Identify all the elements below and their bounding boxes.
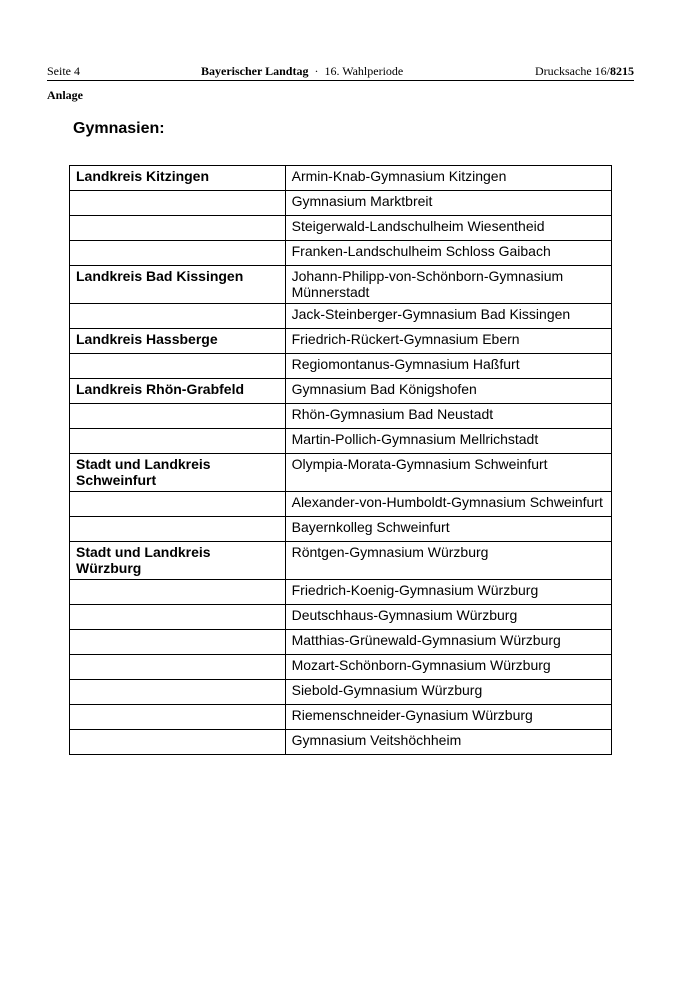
table-row — [70, 166, 612, 191]
district-cell — [70, 655, 286, 680]
table-row — [70, 580, 612, 605]
table-row — [70, 655, 612, 680]
school-cell: Deutschhaus-Gymnasium Würzburg — [285, 605, 611, 630]
table-row — [70, 605, 612, 630]
district-cell — [70, 605, 286, 630]
legislative-period: 16. Wahlperiode — [324, 64, 404, 78]
district-cell — [70, 216, 286, 241]
district-cell — [70, 730, 286, 755]
document-reference — [535, 64, 634, 79]
school-cell: Martin-Pollich-Gymnasium Mellrichstadt — [285, 429, 611, 454]
district-cell — [70, 630, 286, 655]
school-cell: Armin-Knab-Gymnasium Kitzingen — [285, 166, 611, 191]
school-cell: Jack-Steinberger-Gymnasium Bad Kissingen — [285, 304, 611, 329]
district-cell: Stadt und Landkreis Schweinfurt — [70, 454, 286, 492]
school-cell: Gymnasium Veitshöchheim — [285, 730, 611, 755]
table-row — [70, 354, 612, 379]
district-cell — [70, 580, 286, 605]
table-row — [70, 542, 612, 580]
appendix-label: Anlage — [47, 88, 83, 102]
school-cell: Matthias-Grünewald-Gymnasium Würzburg — [285, 630, 611, 655]
table-row — [70, 517, 612, 542]
school-cell: Röntgen-Gymnasium Würzburg — [285, 542, 611, 580]
table-row — [70, 266, 612, 304]
district-cell — [70, 241, 286, 266]
table-row — [70, 492, 612, 517]
table-row — [70, 454, 612, 492]
table-row — [70, 404, 612, 429]
schools-table — [69, 165, 612, 755]
table-row — [70, 191, 612, 216]
district-cell — [70, 404, 286, 429]
district-cell — [70, 517, 286, 542]
district-cell — [70, 492, 286, 517]
district-cell — [70, 705, 286, 730]
school-cell: Friedrich-Koenig-Gymnasium Würzburg — [285, 580, 611, 605]
page-number: Seite 4 — [47, 64, 80, 78]
school-cell: Bayernkolleg Schweinfurt — [285, 517, 611, 542]
district-cell: Landkreis Hassberge — [70, 329, 286, 354]
school-cell: Franken-Landschulheim Schloss Gaibach — [285, 241, 611, 266]
district-cell — [70, 304, 286, 329]
school-cell: Riemenschneider-Gynasium Würzburg — [285, 705, 611, 730]
school-cell: Gymnasium Bad Königshofen — [285, 379, 611, 404]
school-cell: Olympia-Morata-Gymnasium Schweinfurt — [285, 454, 611, 492]
table-row — [70, 379, 612, 404]
district-cell — [70, 680, 286, 705]
table-row — [70, 216, 612, 241]
school-cell: Friedrich-Rückert-Gymnasium Ebern — [285, 329, 611, 354]
document-prefix: Drucksache 16/ — [535, 64, 610, 78]
page-header — [47, 62, 634, 81]
table-row — [70, 630, 612, 655]
section-title: Gymnasien: — [73, 120, 165, 137]
district-cell: Landkreis Rhön-Grabfeld — [70, 379, 286, 404]
school-cell: Rhön-Gymnasium Bad Neustadt — [285, 404, 611, 429]
school-cell: Siebold-Gymnasium Würzburg — [285, 680, 611, 705]
district-cell: Landkreis Bad Kissingen — [70, 266, 286, 304]
district-cell — [70, 429, 286, 454]
district-cell: Landkreis Kitzingen — [70, 166, 286, 191]
school-cell: Alexander-von-Humboldt-Gymnasium Schweinfurt — [285, 492, 611, 517]
school-cell: Steigerwald-Landschulheim Wiesentheid — [285, 216, 611, 241]
table-row — [70, 730, 612, 755]
table-row — [70, 304, 612, 329]
document-number: 8215 — [610, 64, 634, 78]
schools-table-body — [70, 166, 612, 755]
school-cell: Regiomontanus-Gymnasium Haßfurt — [285, 354, 611, 379]
table-row — [70, 429, 612, 454]
publisher-name: Bayerischer Landtag — [201, 64, 309, 78]
table-row — [70, 241, 612, 266]
header-separator: · — [314, 64, 319, 78]
district-cell — [70, 191, 286, 216]
school-cell: Mozart-Schönborn-Gymnasium Würzburg — [285, 655, 611, 680]
table-row — [70, 329, 612, 354]
district-cell: Stadt und Landkreis Würzburg — [70, 542, 286, 580]
district-cell — [70, 354, 286, 379]
table-row — [70, 680, 612, 705]
header-center — [201, 64, 403, 79]
school-cell: Johann-Philipp-von-Schönborn-Gymnasium Münnerstadt — [285, 266, 611, 304]
table-row — [70, 705, 612, 730]
school-cell: Gymnasium Marktbreit — [285, 191, 611, 216]
